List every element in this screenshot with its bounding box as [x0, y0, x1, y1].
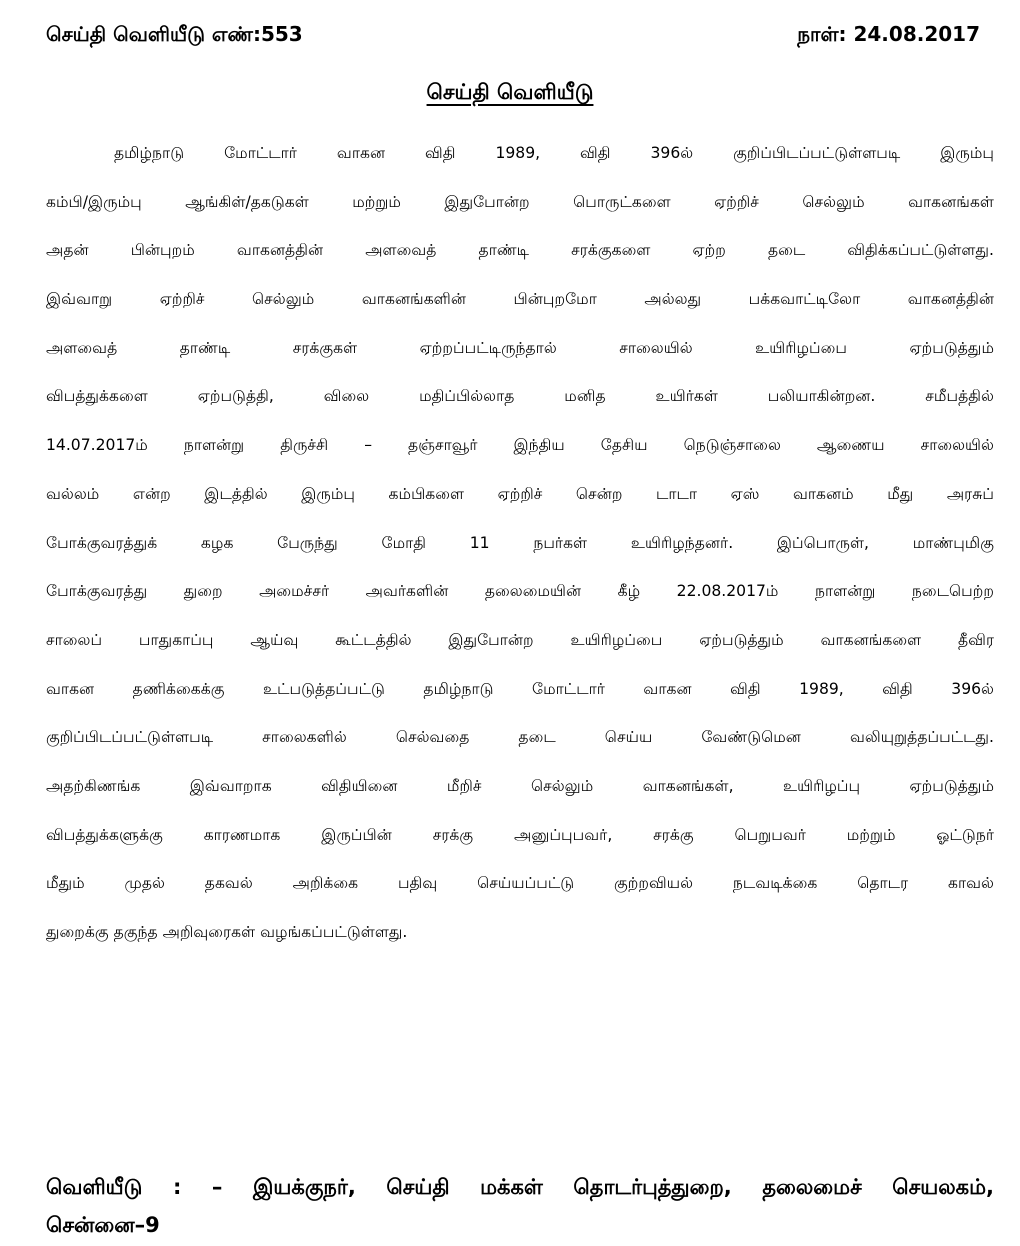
issuer-footer: [46, 1170, 994, 1246]
issuer-line-1: வெளியீடு : – இயக்குநர், செய்தி மக்கள் தொடர்புத்துறை, தலைமைச் செயலகம்,: [46, 1175, 994, 1199]
document-title-wrapper: [0, 80, 1020, 107]
body-line: தமிழ்நாடு மோட்டார் வாகன விதி 1989, விதி 396ல் குறிப்பிடப்பட்டுள்ளபடி இரும்பு: [114, 144, 994, 162]
body-text: [46, 136, 994, 964]
header-row: [46, 18, 980, 52]
body-line: சாலைப் பாதுகாப்பு ஆய்வு கூட்டத்தில் இதுபோன்ற உயிரிழப்பை ஏற்படுத்தும் வாகனங்களை தீவிர: [46, 630, 994, 649]
body-line: மீதும் முதல் தகவல் அறிக்கை பதிவு செய்யப்பட்டு குற்றவியல் நடவடிக்கை தொடர காவல்: [46, 874, 994, 893]
release-number: செய்தி வெளியீடு எண்:553: [46, 21, 303, 46]
body-line: போக்குவரத்துக் கழக பேருந்து மோதி 11 நபர்கள் உயிரிழந்தனர். இப்பொருள், மாண்புமிகு: [46, 533, 994, 552]
document-title: செய்தி வெளியீடு: [426, 80, 594, 104]
body-line: விபத்துக்களை ஏற்படுத்தி, விலை மதிப்பில்லாத மனித உயிர்கள் பலியாகின்றன. சமீபத்தில்: [46, 387, 994, 406]
body-line: அதற்கிணங்க இவ்வாறாக விதியினை மீறிச் செல்லும் வாகனங்கள், உயிரிழப்பு ஏற்படுத்தும்: [46, 776, 994, 795]
body-line: அதன் பின்புறம் வாகனத்தின் அளவைத் தாண்டி சரக்குகளை ஏற்ற தடை விதிக்கப்பட்டுள்ளது.: [46, 241, 994, 260]
body-line: இவ்வாறு ஏற்றிச் செல்லும் வாகனங்களின் பின்புறமோ அல்லது பக்கவாட்டிலோ வாகனத்தின்: [46, 290, 994, 309]
body-line: கம்பி/இரும்பு ஆங்கிள்/தகடுகள் மற்றும் இதுபோன்ற பொருட்களை ஏற்றிச் செல்லும் வாகனங்கள்: [46, 192, 994, 211]
body-line: 14.07.2017ம் நாளன்று திருச்சி – தஞ்சாவூர் இந்திய தேசிய நெடுஞ்சாலை ஆணைய சாலையில்: [46, 436, 994, 455]
body-line: வல்லம் என்ற இடத்தில் இரும்பு கம்பிகளை ஏற்றிச் சென்ற டாடா ஏஸ் வாகனம் மீது அரசுப்: [46, 484, 994, 503]
release-date: நாள்: 24.08.2017: [797, 21, 980, 46]
body-line: வாகன தணிக்கைக்கு உட்படுத்தப்பட்டு தமிழ்நாடு மோட்டார் வாகன விதி 1989, விதி 396ல்: [46, 679, 994, 698]
body-line: போக்குவரத்து துறை அமைச்சர் அவர்களின் தலைமையின் கீழ் 22.08.2017ம் நாளன்று நடைபெற்ற: [46, 582, 994, 601]
body-line: குறிப்பிடப்பட்டுள்ளபடி சாலைகளில் செல்வதை தடை செய்ய வேண்டுமென வலியுறுத்தப்பட்டது.: [46, 728, 994, 747]
body-line: அளவைத் தாண்டி சரக்குகள் ஏற்றப்பட்டிருந்தால் சாலையில் உயிரிழப்பை ஏற்படுத்தும்: [46, 338, 994, 357]
body-line: விபத்துக்களுக்கு காரணமாக இருப்பின் சரக்கு அனுப்புபவர், சரக்கு பெறுபவர் மற்றும் ஓட்டுநர்: [46, 825, 994, 844]
body-line: துறைக்கு தகுந்த அறிவுரைகள் வழங்கப்பட்டுள்ளது.: [46, 923, 408, 941]
issuer-line-2: சென்னை–9: [46, 1213, 160, 1237]
